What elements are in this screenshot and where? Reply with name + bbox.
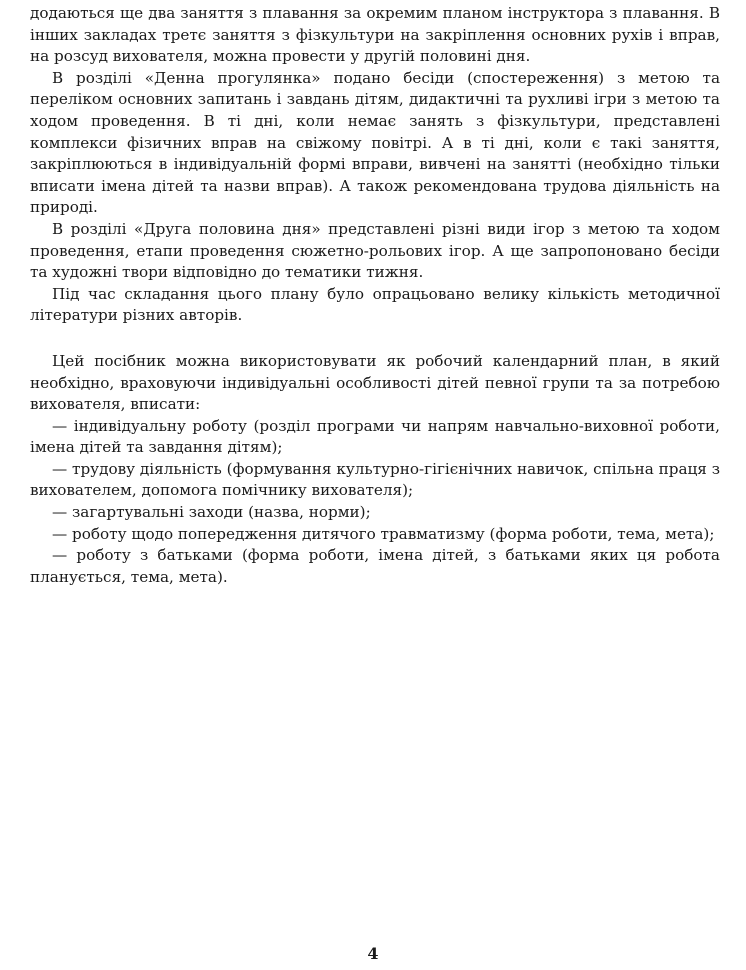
paragraph-spacer [30,327,720,351]
paragraph-day-walk: В розділі «Денна прогулянка» подано бесіди (спостереження) з метою та переліком основних запитань і завдань дітям, дидактичні та рухливі ігри з метою та ходом проведення. В ті дні, коли немає занять з фізкультури, представлені комплекси фізичних вправ на свіжому повітрі. А в ті дні, коли є такі заняття, закріплюються в індивідуальній формі вправи, вивчені на занятті (необхідно тільки вписати імена дітей та назви вправ). А також рекомендована трудова діяльність на природі. [30,68,720,217]
paragraph-second-half-day: В розділі «Друга половина дня» представлені різні види ігор з метою та ходом проведення, етапи проведення сюжетно-рольових ігор. А ще запропоновано бесіди та художні твори відповідно до тематики тижня. [30,219,720,282]
list-item: — роботу щодо попередження дитячого травматизму (форма роботи, тема, мета); [52,524,715,543]
list-item: — загартувальні заходи (назва, норми); [52,503,371,522]
list-item: — трудову діяльність (формування культурно-гігієнічних навичок, спільна праця з вихователем, допомога помічнику вихователя); [30,459,720,500]
list-item: — індивідуальну роботу (розділ програми чи напрям навчально-виховної роботи, імена дітей та завдання дітям); [30,416,720,457]
list-item: — роботу з батьками (форма роботи, імена дітей, з батьками яких ця робота планується, тема, мета). [30,546,720,586]
page-body [30,0,720,588]
paragraph-usage: Цей посібник можна використовувати як робочий календарний план, в який необхідно, враховуючи індивідуальні особливості дітей певної групи та за потребою вихователя, вписати: [30,351,720,414]
paragraph-swimming: додаються ще два заняття з плавання за окремим планом інструктора з плавання. В інших закладах третє заняття з фізкультури на закріплення основних рухів і вправ, на розсуд вихователя, можна провести у другій половині дня. [30,4,720,66]
page-number: 4 [367,944,379,963]
paragraph-literature: Під час складання цього плану було опрацьовано велику кількість методичної літератури різних авторів. [30,284,720,325]
usage-list [30,416,720,589]
